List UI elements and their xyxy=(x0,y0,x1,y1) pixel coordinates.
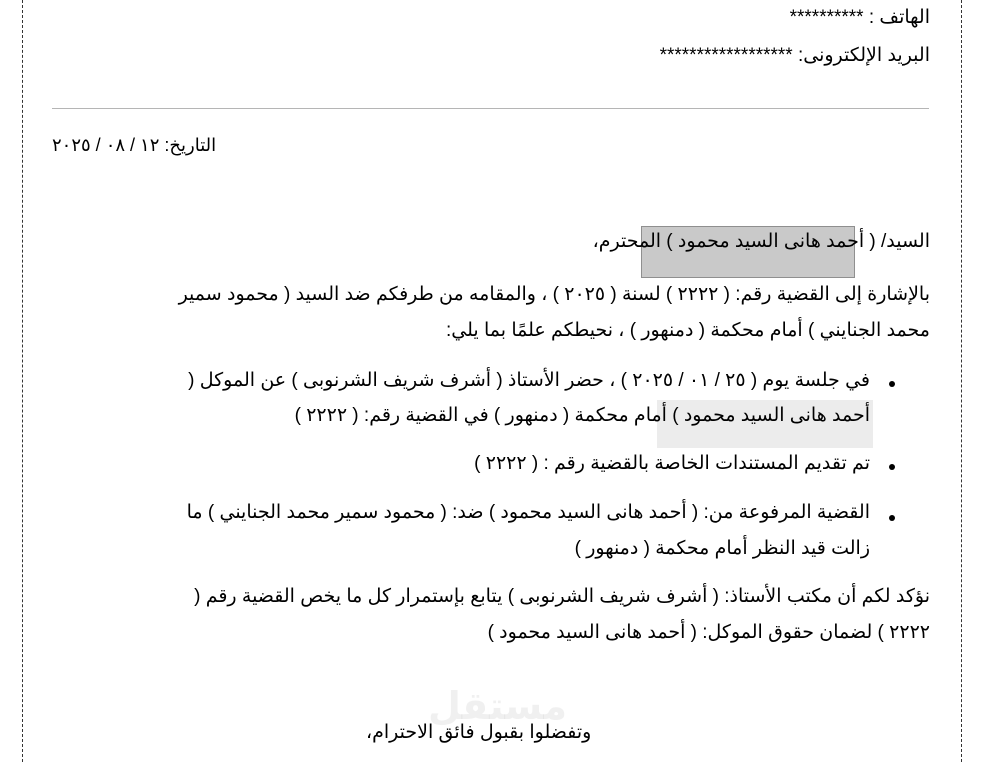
intro-paragraph xyxy=(66,278,930,312)
page-border-right xyxy=(961,0,962,762)
email-value: ****************** xyxy=(659,45,793,66)
intro-line-2: محمد الجنايني ) أمام محكمة ( دمنهور ) ، نحيطكم علمًا بما يلي: xyxy=(446,320,930,341)
greeting-suffix: ) المحترم، xyxy=(592,231,673,252)
date-label: التاريخ: xyxy=(164,135,217,155)
phone-label: الهاتف : xyxy=(868,7,930,28)
recipient-name[interactable]: أحمد هانى السيد محمود xyxy=(677,231,865,252)
intro-line-2-row xyxy=(446,317,930,345)
email-label: البريد الإلكترونى: xyxy=(797,45,930,66)
phone-value: ********** xyxy=(789,7,864,28)
bullet-marker-3 xyxy=(889,515,895,521)
assurance-line-1 xyxy=(96,580,930,614)
page-border-left xyxy=(22,0,23,762)
email-line xyxy=(660,42,930,70)
greeting-prefix: السيد/ ( xyxy=(869,231,930,252)
watermark-logo: مستقل xyxy=(428,686,567,728)
date-value: ١٢ / ٠٨ / ٢٠٢٥ xyxy=(52,135,160,155)
bullet-marker-1 xyxy=(889,381,895,387)
bullet-1-line-1 xyxy=(66,364,870,398)
assurance-text-1: نؤكد لكم أن مكتب الأستاذ: ( أشرف شريف الشرنوبى ) يتابع بإستمرار كل ما يخص القضية رقم ( xyxy=(194,586,930,607)
bullet-1-text-1: في جلسة يوم ( ٢٥ / ٠١ / ٢٠٢٥ ) ، حضر الأستاذ ( أشرف شريف الشرنوبى ) عن الموكل ( xyxy=(188,370,870,391)
bullet-1-line-2 xyxy=(295,402,870,430)
bullet-2-line-1 xyxy=(474,450,870,478)
date-line xyxy=(52,131,216,159)
bullet-3-line-1 xyxy=(86,496,870,530)
bullet-3-text-1: القضية المرفوعة من: ( أحمد هانى السيد محمود ) ضد: ( محمود سمير محمد الجنايني ) ما xyxy=(186,502,870,523)
assurance-text-2: ٢٢٢٢ ) لضمان حقوق الموكل: ( أحمد هانى السيد محمود ) xyxy=(487,622,930,643)
phone-line xyxy=(790,4,930,32)
closing-line xyxy=(366,719,591,747)
intro-line-1: بالإشارة إلى القضية رقم: ( ٢٢٢٢ ) لسنة ( ٢٠٢٥ ) ، والمقامه من طرفكم ضد السيد ( محمود سمير xyxy=(178,284,930,305)
bullet-1-text-2: أحمد هانى السيد محمود ) أمام محكمة ( دمنهور ) في القضية رقم: ( ٢٢٢٢ ) xyxy=(294,405,870,426)
bullet-marker-2 xyxy=(889,464,895,470)
assurance-line-2 xyxy=(488,619,930,647)
bullet-3-text-2: زالت قيد النظر أمام محكمة ( دمنهور ) xyxy=(574,538,870,559)
closing-text: وتفضلوا بقبول فائق الاحترام، xyxy=(366,722,592,743)
greeting-line xyxy=(593,228,930,256)
header-divider xyxy=(52,108,929,109)
bullet-3-line-2 xyxy=(575,535,870,563)
bullet-2-text-1: تم تقديم المستندات الخاصة بالقضية رقم : ( ٢٢٢٢ ) xyxy=(474,453,870,474)
